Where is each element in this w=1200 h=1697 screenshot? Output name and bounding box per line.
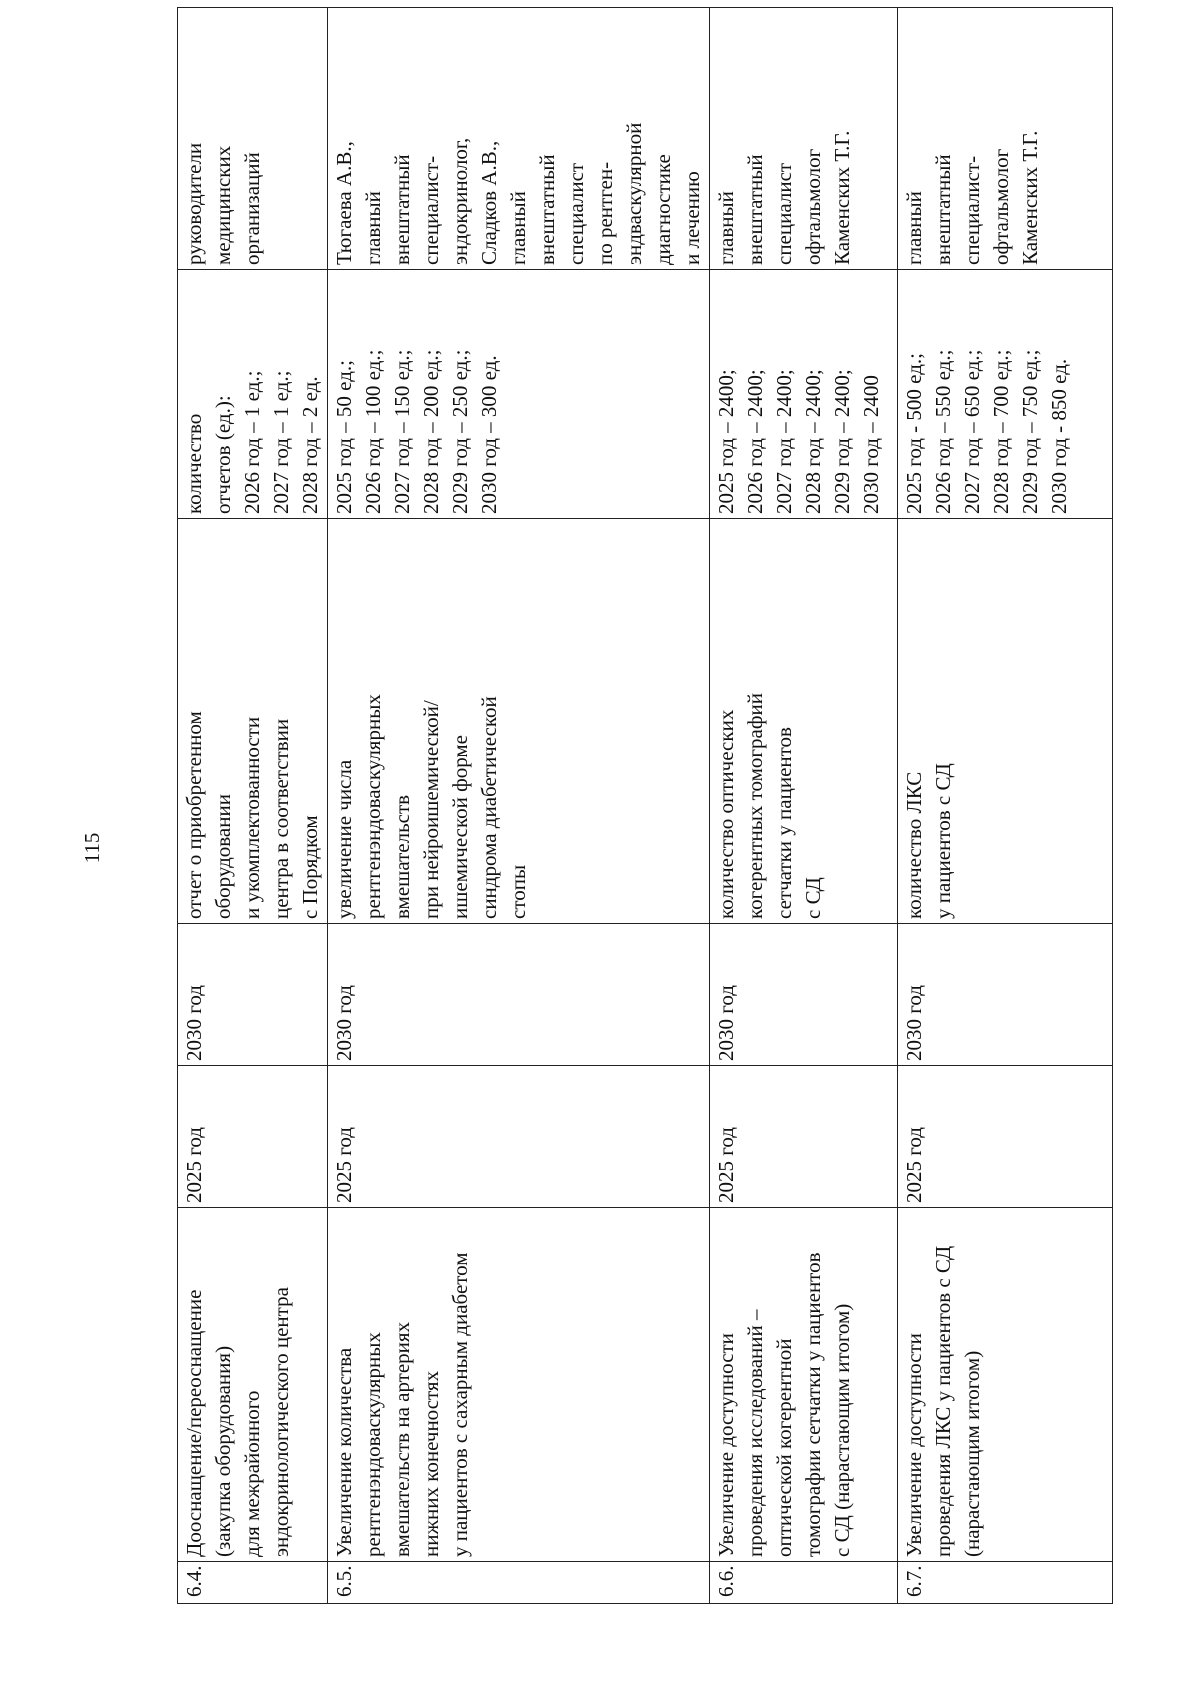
expected-result: отчет о приобретенном оборудовании и укомплектованности центра в соответствии с Порядком (178, 519, 328, 924)
rotated-table-container (177, 48, 1096, 1604)
expected-result: количество ЛКС у пациентов с СД (898, 519, 1113, 924)
expected-result: количество оптических когерентных томографий сетчатки у пациентов с СД (710, 519, 898, 924)
row-number: 6.5. (328, 1562, 710, 1604)
activity-name: Увеличение доступности проведения ЛКС у пациентов с СД (нарастающим итогом) (898, 1208, 1113, 1562)
end-date: 2030 год (178, 924, 328, 1066)
responsible: главный внештатный специалист- офтальмолог Каменских Т.Г. (898, 8, 1113, 270)
table-row (328, 8, 710, 1604)
activity-name: Увеличение количества рентгенэндоваскулярных вмешательств на артериях нижних конечностях у пациентов с сахарным диабетом (328, 1208, 710, 1562)
start-date: 2025 год (328, 1066, 710, 1208)
table-row (710, 8, 898, 1604)
activity-name: Дооснащение/переоснащение (закупка оборудования) для межрайонного эндокринологического центра (178, 1208, 328, 1562)
indicator: количество отчетов (ед.): 2026 год – 1 ед.; 2027 год – 1 ед.; 2028 год – 2 ед. (178, 270, 328, 519)
activities-table (177, 7, 1113, 1604)
responsible: главный внештатный специалист офтальмолог Каменских Т.Г. (710, 8, 898, 270)
page-number: 115 (80, 832, 104, 864)
activity-name: Увеличение доступности проведения исследований – оптической когерентной томографии сетчатки у пациентов с СД (нарастающим итогом) (710, 1208, 898, 1562)
start-date: 2025 год (178, 1066, 328, 1208)
indicator: 2025 год – 2400; 2026 год – 2400; 2027 год – 2400; 2028 год – 2400; 2029 год – 2400; 2030 год – 2400 (710, 270, 898, 519)
expected-result: увеличение числа рентгенэндоваскулярных вмешательств при нейроишемической/ ишемической форме синдрома диабетической стопы (328, 519, 710, 924)
indicator: 2025 год - 500 ед.; 2026 год – 550 ед.; 2027 год – 650 ед.; 2028 год – 700 ед.; 2029 год – 750 ед.; 2030 год - 850 ед. (898, 270, 1113, 519)
end-date: 2030 год (898, 924, 1113, 1066)
start-date: 2025 год (898, 1066, 1113, 1208)
table-row (178, 8, 328, 1604)
start-date: 2025 год (710, 1066, 898, 1208)
row-number: 6.6. (710, 1562, 898, 1604)
row-number: 6.4. (178, 1562, 328, 1604)
row-number: 6.7. (898, 1562, 1113, 1604)
end-date: 2030 год (710, 924, 898, 1066)
responsible: Тюгаева А.В., главный внештатный специалист- эндокринолог, Сладков А.В., главный внештатный специалист по рентген- эндваскулярной диагностике и лечению (328, 8, 710, 270)
indicator: 2025 год – 50 ед.; 2026 год – 100 ед.; 2027 год – 150 ед.; 2028 год – 200 ед.; 2029 год – 250 ед.; 2030 год – 300 ед. (328, 270, 710, 519)
responsible: руководители медицинских организаций (178, 8, 328, 270)
end-date: 2030 год (328, 924, 710, 1066)
table-row (898, 8, 1113, 1604)
